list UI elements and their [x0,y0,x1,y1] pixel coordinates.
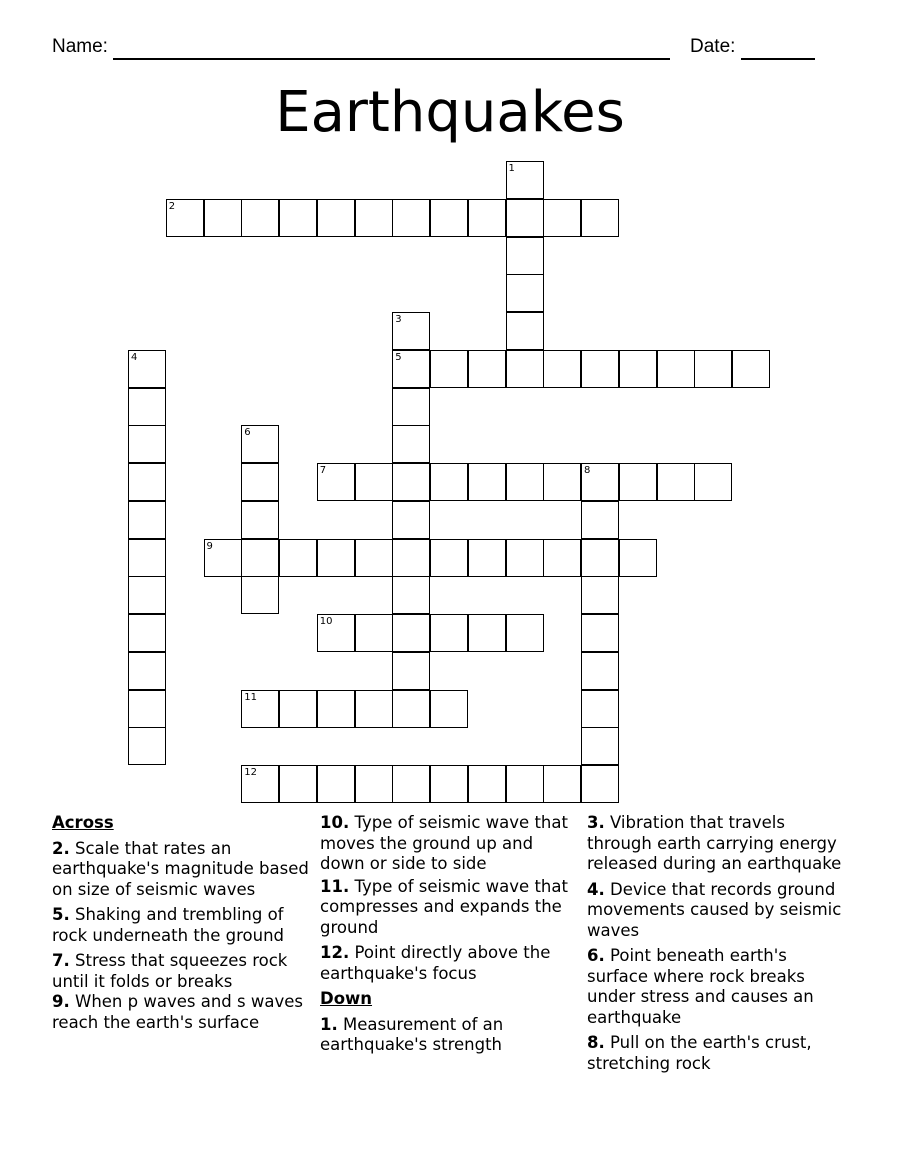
grid-cell[interactable] [355,614,393,652]
grid-cell[interactable] [317,199,355,237]
grid-cell[interactable] [128,576,166,614]
grid-cell[interactable] [279,690,317,728]
grid-cell[interactable] [619,350,657,388]
grid-cell[interactable] [657,350,695,388]
grid-cell[interactable] [581,614,619,652]
grid-cell[interactable] [392,388,430,426]
grid-cell[interactable] [392,614,430,652]
cell-number: 12 [244,767,257,778]
grid-cell[interactable] [241,501,279,539]
grid-cell[interactable] [392,652,430,690]
cell-number: 9 [206,540,213,552]
grid-cell[interactable] [506,765,544,803]
clue-across-2: 2. Scale that rates an earthquake's magnitude based on size of seismic waves [52,838,309,899]
grid-cell[interactable] [241,463,279,501]
grid-cell[interactable] [355,539,393,577]
grid-cell[interactable] [430,539,468,577]
grid-cell[interactable] [241,199,279,237]
grid-cell[interactable] [392,690,430,728]
grid-cell[interactable] [128,727,166,765]
grid-cell[interactable] [355,765,393,803]
grid-cell[interactable] [732,350,770,388]
grid-cell[interactable] [430,463,468,501]
clue-down-1: 1. Measurement of an earthquake's strength [320,1014,504,1054]
grid-cell[interactable] [506,614,544,652]
grid-cell[interactable] [543,199,581,237]
grid-cell[interactable] [204,199,242,237]
grid-cell[interactable] [506,463,544,501]
grid-cell[interactable] [392,765,430,803]
date-label: Date: [690,36,736,57]
clue-across-10: 10. Type of seismic wave that moves the ground up and down or side to side [320,813,568,873]
grid-cell[interactable] [657,463,695,501]
grid-cell[interactable] [694,350,732,388]
clue-across-7: 7. Stress that squeezes rock until it folds or breaks [52,951,288,991]
clues-column-1 [52,813,314,1038]
clue-down-3: 3. Vibration that travels through earth carrying energy released during an earthquake [587,813,842,873]
grid-cell[interactable] [430,614,468,652]
grid-cell[interactable] [392,425,430,463]
grid-cell[interactable] [543,463,581,501]
grid-cell[interactable] [430,199,468,237]
grid-cell[interactable] [468,463,506,501]
grid-cell[interactable] [506,274,544,312]
grid-cell[interactable] [581,199,619,237]
grid-cell[interactable] [430,765,468,803]
grid-cell[interactable] [279,539,317,577]
grid-cell[interactable] [506,237,544,275]
grid-cell[interactable] [581,350,619,388]
across-heading: Across [52,813,114,832]
grid-cell[interactable] [468,765,506,803]
grid-cell[interactable] [128,539,166,577]
grid-cell[interactable] [392,199,430,237]
grid-cell[interactable] [128,501,166,539]
grid-cell[interactable] [241,539,279,577]
cell-number: 5 [395,351,402,363]
grid-cell[interactable] [506,312,544,350]
grid-cell[interactable] [355,463,393,501]
cell-number: 7 [319,465,327,476]
grid-cell[interactable] [581,765,619,803]
grid-cell[interactable] [355,199,393,237]
grid-cell[interactable] [581,652,619,690]
cell-number: 4 [131,351,138,363]
grid-cell[interactable] [430,690,468,728]
cell-number: 1 [508,163,515,174]
grid-cell[interactable] [241,576,279,614]
cell-number: 11 [244,691,257,703]
clue-across-11: 11. Type of seismic wave that compresses and expands the ground [320,876,568,937]
clue-down-6: 6. Point beneath earth's surface where rock breaks under stress and causes an earthquake [587,946,814,1027]
grid-cell[interactable] [468,614,506,652]
clue-down-8: 8. Pull on the earth's crust, stretching rock [587,1033,812,1073]
cell-number: 6 [244,427,251,439]
grid-cell[interactable] [128,614,166,652]
grid-cell[interactable] [468,539,506,577]
grid-cell[interactable] [581,690,619,728]
grid-cell[interactable] [128,425,166,463]
grid-cell[interactable] [506,539,544,577]
page-title: Earthquakes [275,80,625,145]
grid-cell[interactable] [279,765,317,803]
grid-cell[interactable] [468,199,506,237]
grid-cell[interactable] [392,576,430,614]
clues-column-2 [320,813,582,1061]
grid-cell[interactable] [317,539,355,577]
grid-cell[interactable] [317,765,355,803]
grid-cell[interactable] [128,463,166,501]
grid-cell[interactable] [128,690,166,728]
down-heading: Down [320,989,373,1008]
grid-cell[interactable] [392,463,430,501]
cell-number: 3 [395,314,402,325]
grid-cell[interactable] [506,199,544,237]
clues-column-3 [587,813,849,1079]
grid-cell[interactable] [430,350,468,388]
grid-cell[interactable] [581,727,619,765]
grid-cell[interactable] [279,199,317,237]
grid-cell[interactable] [694,463,732,501]
grid-cell[interactable] [506,350,544,388]
grid-cell[interactable] [128,388,166,426]
grid-cell[interactable] [468,350,506,388]
grid-cell[interactable] [543,765,581,803]
grid-cell[interactable] [581,576,619,614]
cell-number: 8 [584,465,591,476]
clue-across-9: 9. When p waves and s waves reach the earth's surface [52,992,303,1032]
cell-number: 2 [168,200,176,212]
grid-cell[interactable] [392,501,430,539]
grid-cell[interactable] [543,539,581,577]
grid-cell[interactable] [543,350,581,388]
clue-across-5: 5. Shaking and trembling of rock underneath the ground [52,905,285,945]
grid-cell[interactable] [128,652,166,690]
grid-cell[interactable] [581,539,619,577]
cell-number: 10 [319,616,333,627]
name-label: Name: [52,36,108,57]
clue-across-12: 12. Point directly above the earthquake's focus [320,943,551,983]
grid-cell[interactable] [392,539,430,577]
grid-cell[interactable] [355,690,393,728]
grid-cell[interactable] [619,463,657,501]
grid-cell[interactable] [581,501,619,539]
grid-cell[interactable] [619,539,657,577]
clue-down-4: 4. Device that records ground movements caused by seismic waves [587,879,842,940]
grid-cell[interactable] [317,690,355,728]
